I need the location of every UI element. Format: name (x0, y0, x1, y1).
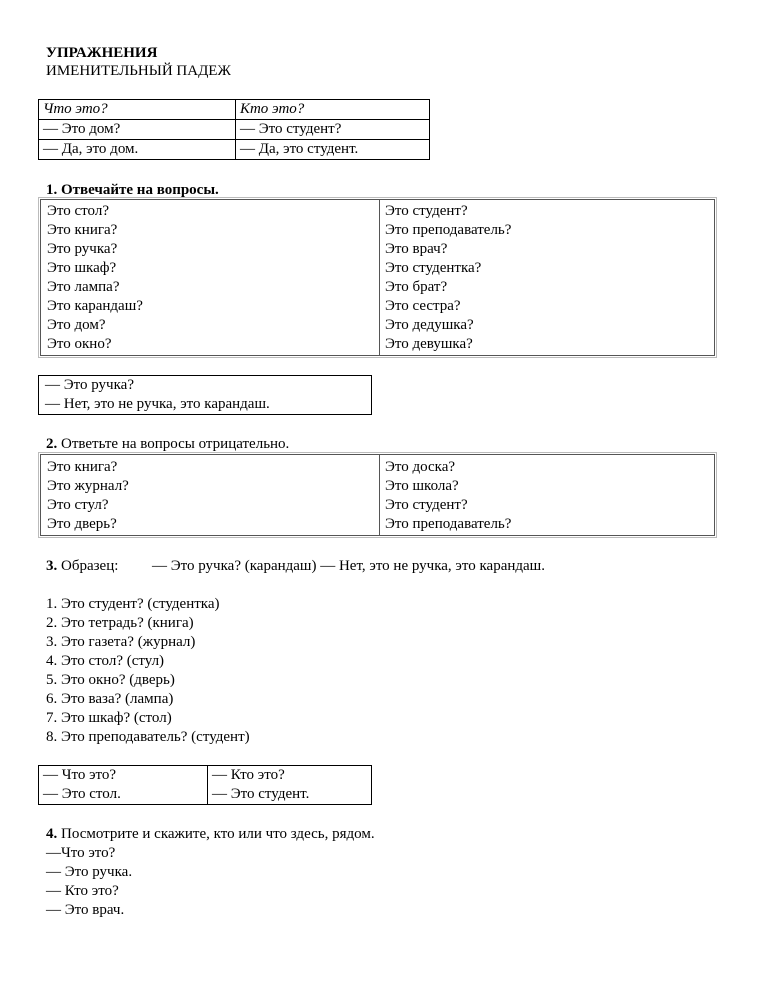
ex1-question: Это врач? (385, 241, 448, 257)
ex1-question: Это книга? (47, 222, 118, 238)
ex1-question: Это стол? (47, 203, 109, 219)
ex1-question: Это преподаватель? (385, 222, 512, 238)
ex1-number: 1. (46, 182, 58, 198)
dialog-cell: — Это студент. (208, 785, 372, 805)
intro-cell: — Это дом? (39, 120, 236, 140)
ex1-left-column (47, 202, 143, 355)
intro-header-who: Кто это? (236, 100, 430, 120)
ex2-question: Это студент? (385, 497, 468, 513)
ex4-dialog (46, 844, 132, 920)
ex1-question: Это студентка? (385, 260, 482, 276)
ex1-divider (379, 200, 380, 355)
document-subtitle: ИМЕНИТЕЛЬНЫЙ ПАДЕЖ (46, 63, 231, 79)
ex3-item: 6. Это ваза? (лампа) (46, 691, 174, 707)
ex1-question: Это дедушка? (385, 317, 474, 333)
intro-table (38, 99, 430, 160)
sample-box (38, 375, 372, 415)
ex3-number: 3. (46, 558, 58, 574)
ex2-box (40, 454, 715, 536)
ex1-box (40, 199, 715, 356)
intro-cell: — Да, это дом. (39, 140, 236, 160)
ex3-item: 2. Это тетрадь? (книга) (46, 615, 194, 631)
ex1-right-column (385, 202, 511, 355)
ex4-line: — Это врач. (46, 902, 125, 918)
ex2-question: Это дверь? (47, 516, 117, 532)
ex2-question: Это стул? (47, 497, 109, 513)
ex3-item: 8. Это преподаватель? (студент) (46, 729, 250, 745)
ex3-item: 5. Это окно? (дверь) (46, 672, 175, 688)
intro-header-what: Что это? (39, 100, 236, 120)
ex2-question: Это школа? (385, 478, 459, 494)
ex1-question: Это ручка? (47, 241, 118, 257)
ex1-title: Отвечайте на вопросы. (61, 182, 219, 198)
ex2-title: Ответьте на вопросы отрицательно. (61, 436, 290, 452)
ex1-question: Это лампа? (47, 279, 120, 295)
intro-cell: — Да, это студент. (236, 140, 430, 160)
ex1-question: Это брат? (385, 279, 448, 295)
ex2-right-column (385, 458, 511, 535)
ex4-title: Посмотрите и скажите, кто или что здесь, рядом. (61, 826, 375, 842)
ex4-line: — Это ручка. (46, 864, 133, 880)
ex3-item: 1. Это студент? (студентка) (46, 596, 220, 612)
ex1-heading (46, 181, 219, 200)
ex1-question: Это сестра? (385, 298, 461, 314)
ex3-heading (46, 557, 118, 576)
dialog-table (38, 765, 372, 805)
ex2-divider (379, 455, 380, 535)
ex3-label: Образец: (61, 558, 119, 574)
ex3-item: 4. Это стол? (стул) (46, 653, 165, 669)
ex2-number: 2. (46, 436, 58, 452)
sample-line: — Нет, это не ручка, это карандаш. (45, 396, 270, 412)
ex3-item: 7. Это шкаф? (стол) (46, 710, 172, 726)
dialog-cell: — Кто это? (208, 766, 372, 786)
ex4-line: — Кто это? (46, 883, 119, 899)
intro-cell: — Это студент? (236, 120, 430, 140)
ex4-line: —Что это? (46, 845, 116, 861)
ex2-heading (46, 435, 289, 454)
sample-line: — Это ручка? (45, 377, 134, 393)
ex2-question: Это книга? (47, 459, 118, 475)
ex1-question: Это карандаш? (47, 298, 143, 314)
ex4-number: 4. (46, 826, 58, 842)
ex2-left-column (47, 458, 129, 535)
ex2-question: Это преподаватель? (385, 516, 512, 532)
ex3-sample: — Это ручка? (карандаш) — Нет, это не ручка, это карандаш. (152, 558, 545, 574)
ex2-question: Это доска? (385, 459, 456, 475)
document-title: УПРАЖНЕНИЯ (46, 45, 158, 61)
ex1-question: Это девушка? (385, 336, 473, 352)
dialog-cell: — Что это? (39, 766, 208, 786)
ex2-question: Это журнал? (47, 478, 129, 494)
ex1-question: Это шкаф? (47, 260, 117, 276)
ex1-question: Это окно? (47, 336, 112, 352)
ex1-question: Это дом? (47, 317, 106, 333)
ex3-item: 3. Это газета? (журнал) (46, 634, 196, 650)
ex4-heading (46, 825, 375, 844)
ex1-question: Это студент? (385, 203, 468, 219)
dialog-cell: — Это стол. (39, 785, 208, 805)
ex3-list (46, 595, 250, 747)
